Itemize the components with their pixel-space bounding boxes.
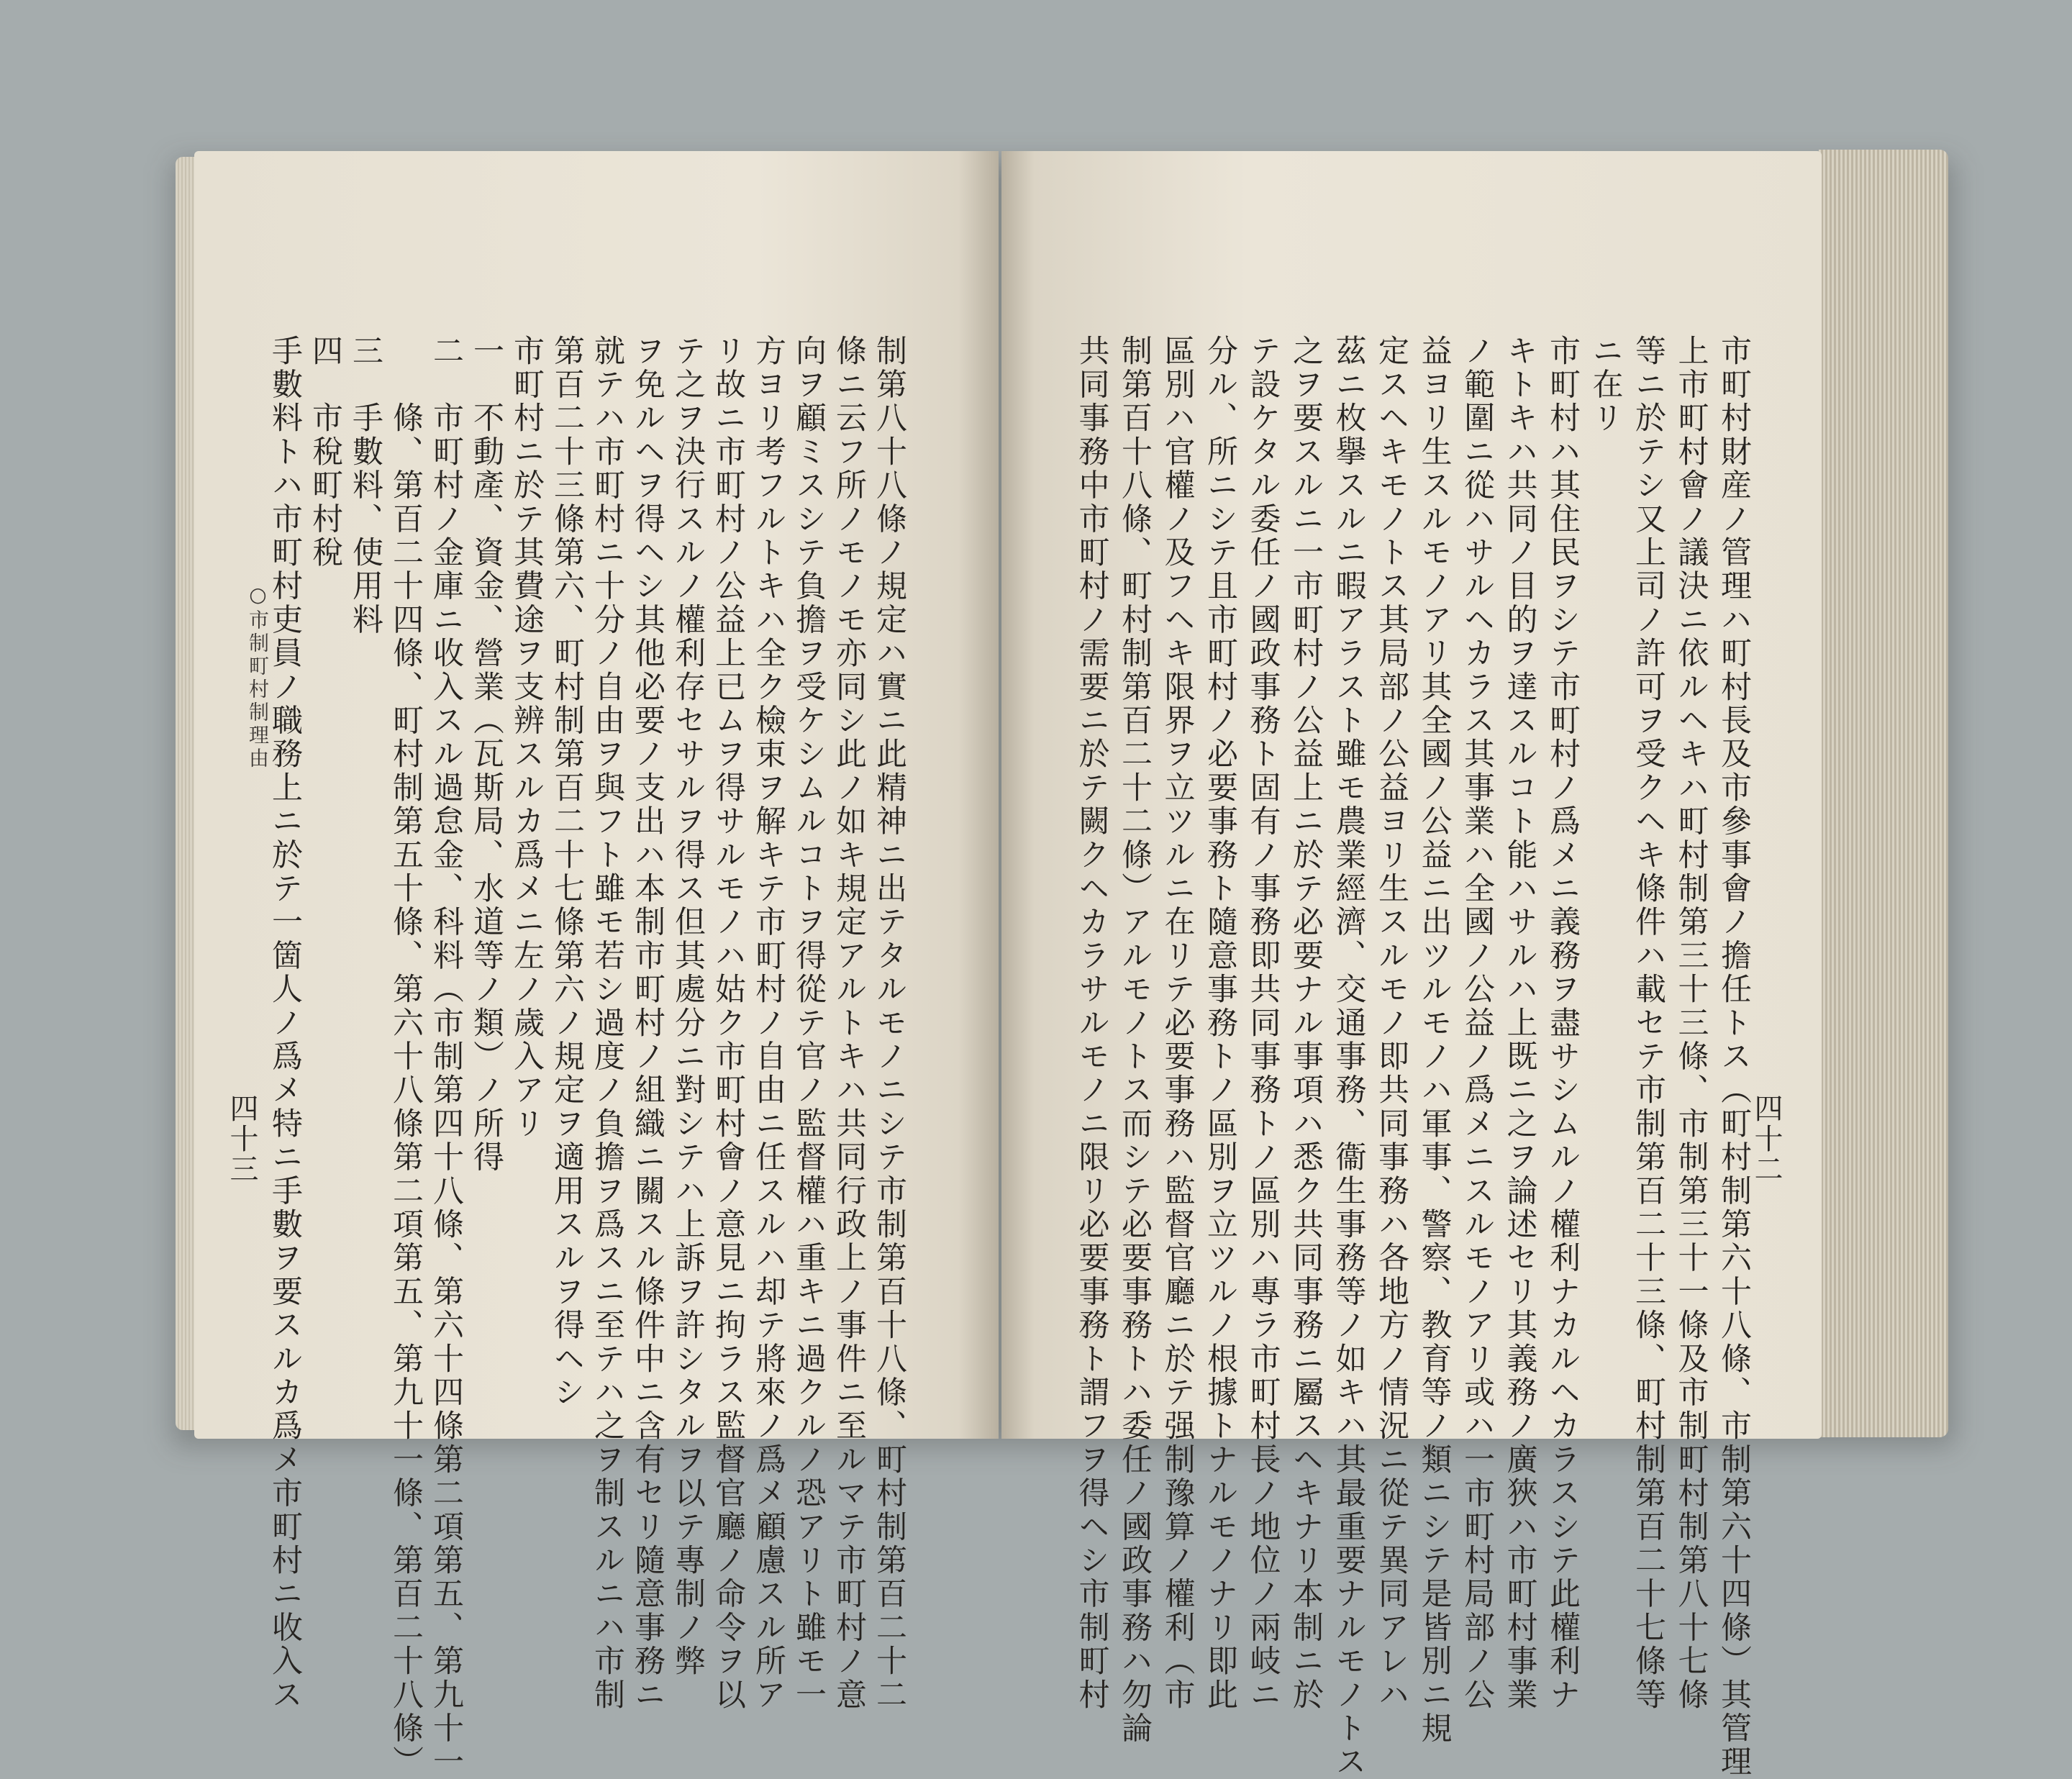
text-line: 方ヨリ考フルトキハ全ク檢束ヲ解キテ市町村ノ自由ニ任スルハ却テ將來ノ爲メ顧慮スル所ア <box>750 335 786 1712</box>
text-line: 四 市稅町村稅 <box>307 335 343 570</box>
text-line: 三 手數料、使用料 <box>347 335 383 637</box>
text-line: 分ル、所ニシテ且市町村ノ必要事務ト隨意事務トノ區別ヲ立ツルノ根據トナルモノナリ即此 <box>1202 335 1238 1712</box>
text-line: 之ヲ要スルニ一市町村ノ公益上ニ於テ必要ナル事項ハ悉ク共同事務ニ屬スヘキナリ本制ニ於 <box>1288 335 1324 1712</box>
text-line: 就テハ市町村ニ十分ノ自由ヲ與フト雖モ若シ過度ノ負擔ヲ爲スニ至テハ之ヲ制スルニハ市制 <box>589 335 625 1712</box>
text-line: ニ在リ <box>1587 335 1624 436</box>
text-line: 條ニ云フ所ノモノモ亦同シ此ノ如キ規定アルトキハ共同行政上ノ事件ニ至ルマテ市町村ノ意 <box>831 335 867 1712</box>
right-page <box>1001 151 1822 1779</box>
text-line: 一 不動產、資金、營業（瓦斯局、水道等ノ類）ノ所得 <box>468 335 504 1175</box>
text-line: 向ヲ顧ミスシテ負擔ヲ受ケシムルコトヲ得從テ官ノ監督權ハ重キニ過クルノ恐アリト雖モ一 <box>791 335 827 1712</box>
text-line: 區別ハ官權ノ及フヘキ限界ヲ立ツルニ在リテ必要事務ハ監督官廳ニ於テ强制豫算ノ權利（市 <box>1159 335 1196 1712</box>
text-line: 市町村ハ其住民ヲシテ市町村ノ爲メニ義務ヲ盡サシムルノ權利ナカルヘカラスシテ此權利ナ <box>1545 335 1581 1712</box>
left-page <box>194 151 999 1779</box>
text-line: 手數料トハ市町村吏員ノ職務上ニ於テ一箇人ノ爲メ特ニ手數ヲ要スルカ爲メ市町村ニ收入ス <box>267 335 303 1712</box>
left-page-colophon: ○市制町村制理由 <box>246 583 270 770</box>
text-line: 益ヨリ生スルモノアリ其全國ノ公益ニ出ツルモノハ軍事、警察、教育等ノ類ニシテ是皆別ニ規 <box>1416 335 1453 1746</box>
left-page-text <box>259 335 907 1779</box>
right-page-number: 四十二 <box>1750 1093 1783 1184</box>
text-line: 上市町村會ノ議決ニ依ルヘキハ町村制第三十三條、市制第三十一條及市制町村制第八十七條 <box>1673 335 1709 1712</box>
text-line: テ之ヲ決行スルノ權利存セサルヲ得ス但其處分ニ對シテハ上訴ヲ許シタルヲ以テ專制ノ弊 <box>670 335 706 1678</box>
right-page-text <box>1068 335 1752 1779</box>
text-line: 第百二十三條第六、町村制第百二十七條第六ノ規定ヲ適用スルヲ得ヘシ <box>549 335 585 1410</box>
text-line: 定スヘキモノトス其局部ノ公益ヨリ生スルモノ即共同事務ハ各地方ノ情況ニ從テ異同アレハ <box>1373 335 1409 1712</box>
text-line: 市町村ニ於テ其費途ヲ支辨スルカ爲メニ左ノ歲入アリ <box>509 335 545 1141</box>
text-line: 茲ニ枚擧スルニ暇アラスト雖モ農業經濟、交通事務、衞生事務等ノ如キハ其最重要ナルモノトス <box>1330 335 1367 1779</box>
text-line: 等ニ於テシ又上司ノ許可ヲ受クヘキ條件ハ載セテ市制第百二十三條、町村制第百二十七條等 <box>1630 335 1666 1712</box>
text-line: リ故ニ市町村ノ公益上已ムヲ得サルモノハ姑ク市町村會ノ意見ニ拘ラス監督官廳ノ命令ヲ以 <box>710 335 746 1712</box>
text-line: テ設ケタル委任ノ國政事務ト固有ノ事務即共同事務トノ區別ハ專ラ市町村長ノ地位ノ兩岐ニ <box>1245 335 1281 1712</box>
text-line: ヲ免ルヘヲ得ヘシ其他必要ノ支出ハ本制市町村ノ組織ニ關スル條件中ニ含有セリ隨意事務ニ <box>630 335 665 1712</box>
left-page-number: 四十三 <box>225 1093 258 1184</box>
text-line: 共同事務中市町村ノ需要ニ於テ闕クヘカラサルモノニ限リ必要事務ト謂フヲ得ヘシ市制町村 <box>1073 335 1110 1712</box>
text-line: キトキハ共同ノ目的ヲ達スルコト能ハサルハ上既ニ之ヲ論述セリ其義務ノ廣狹ハ市町村事業 <box>1501 335 1538 1712</box>
text-line: 條、第百二十四條、町村制第五十條、第六十八條第二項第五、第九十一條、第百二十八條） <box>388 335 424 1779</box>
text-line: 制第八十八條ノ規定ハ實ニ此精神ニ出テタルモノニシテ市制第百十八條、町村制第百二十二 <box>871 335 907 1712</box>
text-line: 二 市町村ノ金庫ニ收入スル過怠金、科料（市制第四十八條、第六十四條第二項第五、第九十一 <box>428 335 464 1779</box>
text-line: ノ範圍ニ從ハサルヘカラス其事業ハ全國ノ公益ノ爲メニスルモノアリ或ハ一市町村局部ノ公 <box>1459 335 1495 1712</box>
right-page-edges <box>1819 150 1948 1437</box>
text-line: 制第百十八條、町村制第百二十二條）アルモノトス而シテ必要事務トハ委任ノ國政事務ハ勿論 <box>1117 335 1153 1746</box>
text-line: 市町村財産ノ管理ハ町村長及市參事會ノ擔任トス（町村制第六十八條、市制第六十四條）其管理 <box>1716 335 1752 1779</box>
